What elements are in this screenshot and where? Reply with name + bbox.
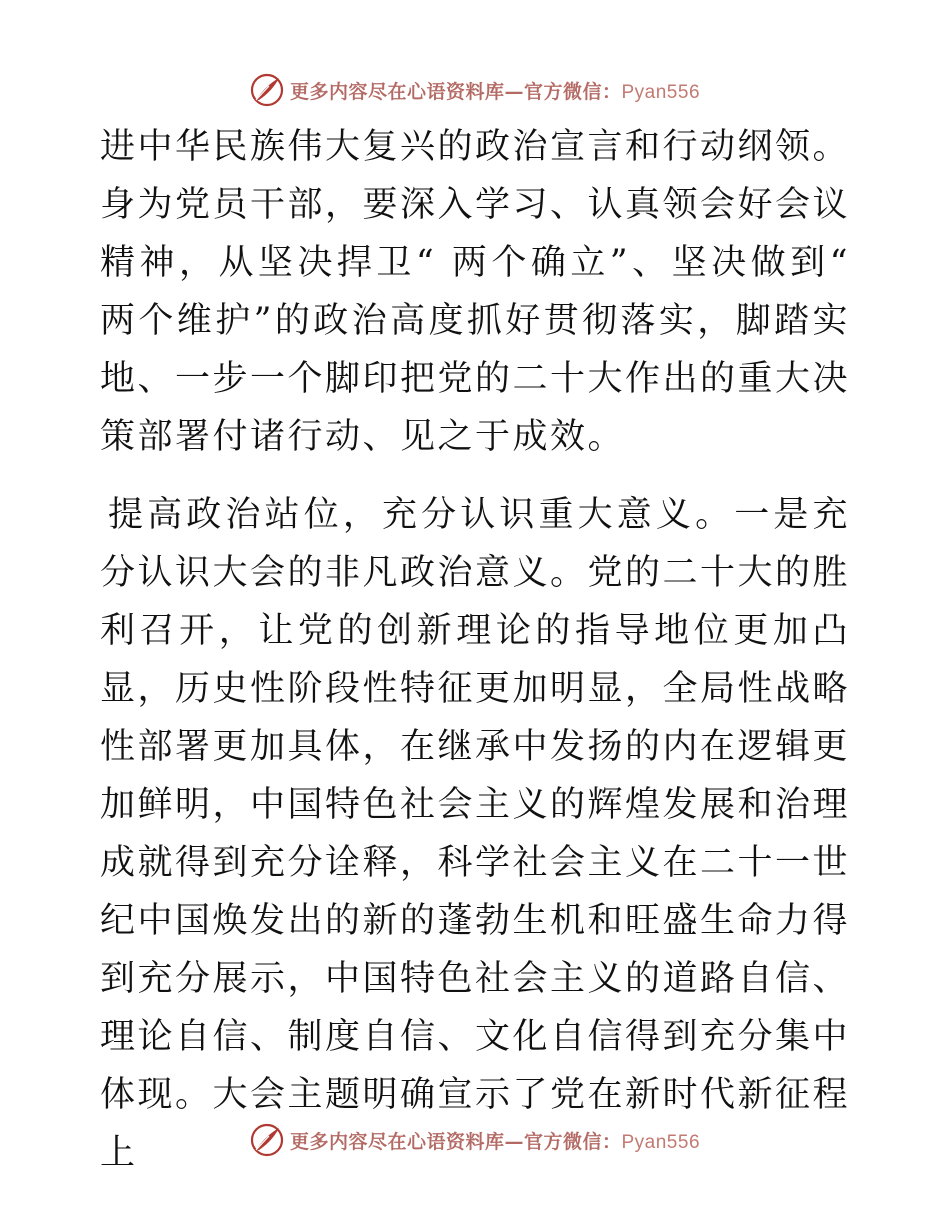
watermark-wechat-id: Pyan556: [621, 1131, 701, 1153]
watermark-text: 更多内容尽在心语资料库—官方微信：Pyan556: [289, 80, 701, 103]
footer-watermark: [0, 1120, 950, 1160]
feather-pen-logo-icon: [250, 1123, 284, 1157]
watermark-wechat-id: Pyan556: [621, 81, 701, 103]
paragraph: 进中华民族伟大复兴的政治宣言和行动纲领。身为党员干部，要深入学习、认真领会好会议精神，从坚决捍卫“ 两个确立”、坚决做到“ 两个维护”的政治高度抓好贯彻落实，脚踏实地、一步一个脚印把党的二十大作出的重大决策部署付诸行动、见之于成效。: [100, 127, 851, 457]
paragraph: 提高政治站位，充分认识重大意义。一是充分认识大会的非凡政治意义。党的二十大的胜利召开，让党的创新理论的指导地位更加凸显，历史性阶段性特征更加明显，全局性战略性部署更加具体，在继承中发扬的内在逻辑更加鲜明，中国特色社会主义的辉煌发展和治理成就得到充分诠释，科学社会主义在二十一世纪中国焕发出的新的蓬勃生机和旺盛生命力得到充分展示，中国特色社会主义的道路自信、理论自信、制度自信、文化自信得到充分集中体现。大会主题明确宣示了党在新时代新征程上: [100, 495, 851, 1173]
header-watermark: [0, 70, 950, 110]
document-body: [100, 118, 850, 1182]
watermark-text: 更多内容尽在心语资料库—官方微信：Pyan556: [289, 1130, 701, 1153]
feather-pen-logo-icon: [250, 73, 284, 107]
